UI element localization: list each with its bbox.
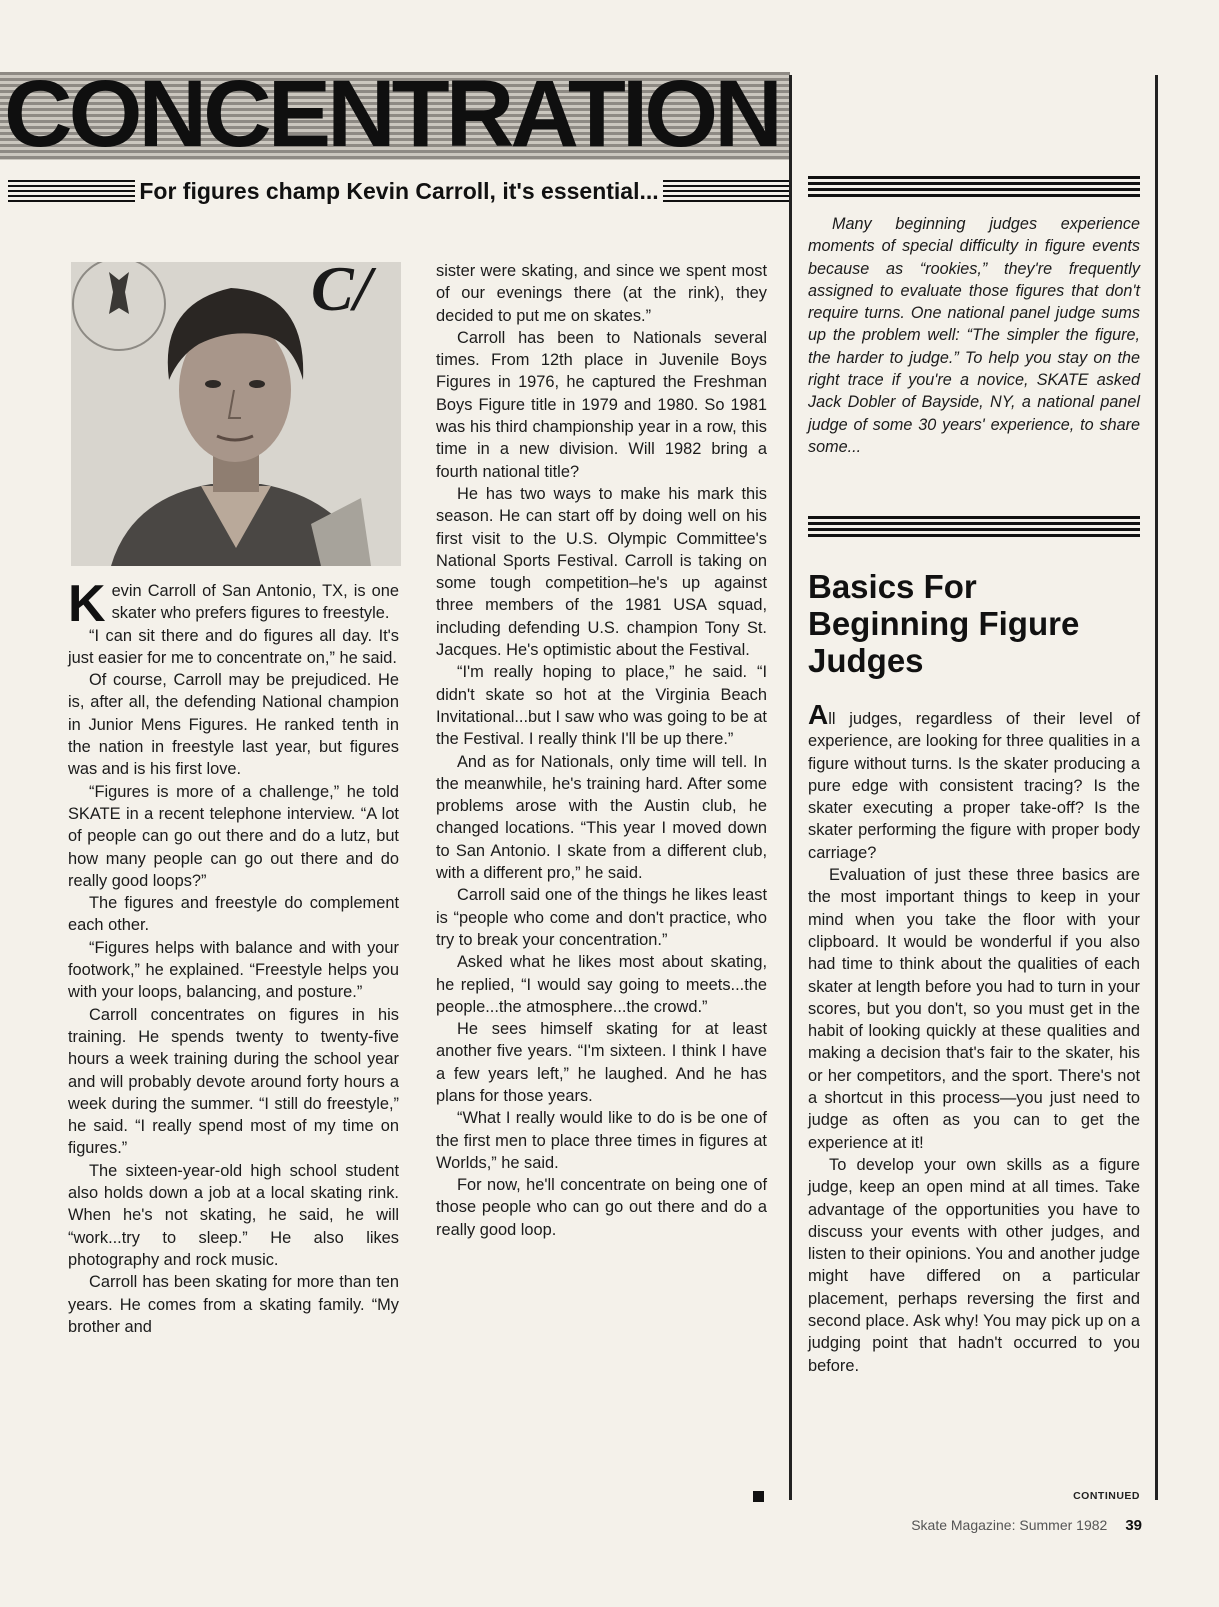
article-text: evin Carroll of San Antonio, TX, is one skater who prefers figures to freestyle. <box>111 582 399 623</box>
kevin-carroll-photo <box>71 262 401 566</box>
article-paragraph: And as for Nationals, only time will tell. In the meanwhile, he's training hard. After some problems arose with the Austin club, he changed locations. “This year I moved down to San Antonio. I skate from a different club, with a different pro,” he said. <box>436 752 767 883</box>
sidebar-rule-top <box>808 176 1140 200</box>
subtitle-rule-right <box>663 180 790 202</box>
article-paragraph: For now, he'll concentrate on being one of those people who can go out there and do a really good loop. <box>436 1176 767 1239</box>
sidebar-intro-text: Many beginning judges experience moments of special difficulty in figure events because as “rookies,” they're frequently assigned to evaluate those figures that don't require turns. One national panel judge sums up the problem well: “The simpler the figure, the harder to judge.” To help you stay on the right trace if you're a novice, SKATE asked Jack Dobler of Bayside, NY, a national panel judge of some 30 years' experience, to share some... <box>808 215 1140 456</box>
drop-cap: K <box>68 575 106 633</box>
article-paragraph: Carroll has been to Nationals several times. From 12th place in Juvenile Boys Figures in 1976, he captured the Freshman Boys Figure title in 1979 and 1980. So 1981 was his third championship year in a row, this time in a new division. Will 1982 bring a fourth national title? <box>436 328 767 481</box>
end-mark <box>753 1491 764 1502</box>
sidebar-intro <box>808 213 1140 458</box>
article-paragraph <box>68 575 399 633</box>
article-paragraph: “I can sit there and do figures all day. It's just easier for me to concentrate on,” he said. <box>68 626 399 667</box>
sidebar-body <box>808 699 1140 1377</box>
article-column-2 <box>436 260 767 1241</box>
article-paragraph: sister were skating, and since we spent most of our evenings there (at the rink), they decided to put me on skates.” <box>436 262 767 325</box>
article-paragraph: He sees himself skating for at least another five years. “I'm sixteen. I think I have a few years left,” he laughed. And he has plans for those years. <box>436 1020 767 1105</box>
column-divider-left <box>789 75 792 1500</box>
subtitle-rule-left <box>8 180 135 202</box>
article-paragraph: Carroll concentrates on figures in his training. He spends twenty to twenty-five hours a week training during the school year and will probably devote around forty hours a week during the summer. “I still do freestyle,” he said. “I really spend most of my time on figures.” <box>68 1005 399 1158</box>
sidebar-paragraph: To develop your own skills as a figure judge, keep an open mind at all times. Take advantage of the opportunities you have to discuss your events with other judges, and listen to their opinions. You and another judge might have differed on a particular placement, perhaps reversing the first and second place. Ask why! You may pick up on a judging point that hadn't occurred to you before. <box>808 1155 1140 1375</box>
article-column-1 <box>68 575 399 1338</box>
article-paragraph: He has two ways to make his mark this season. He can start off by doing well on his first visit to the U.S. Olympic Committee's National Sports Festival. Carroll is taking on some tough competition–he's up against three members of the 1981 USA squad, including defending U.S. champion Tony St. Jacques. He's optimistic about the Festival. <box>436 484 767 660</box>
article-paragraph: Of course, Carroll may be prejudiced. He is, after all, the defending National champion in Junior Mens Figures. He ranked tenth in the nation in freestyle last year, but figures was and is his first love. <box>68 671 399 779</box>
sidebar-paragraph <box>808 699 1140 864</box>
subtitle: For figures champ Kevin Carroll, it's essential... <box>139 177 659 204</box>
article-paragraph: Carroll has been skating for more than ten years. He comes from a skating family. “My brother and <box>68 1273 399 1336</box>
page-footer <box>860 1517 1142 1534</box>
article-paragraph: The sixteen-year-old high school student also holds down a job at a local skating rink. When he's not skating, he said, he will “work...try to sleep.” He also likes photography and rock music. <box>68 1161 399 1269</box>
article-paragraph: “I'm really hoping to place,” he said. “I didn't skate so hot at the Virginia Beach Invitational...but I saw who was going to be at the Festival. I really think I'll be up there.” <box>436 663 767 749</box>
headline: CONCENTRATION <box>4 61 779 167</box>
article-paragraph: Asked what he likes most about skating, he replied, “I would say going to meets...the people...the atmosphere...the crowd.” <box>436 953 767 1016</box>
article-paragraph: “Figures helps with balance and with your footwork,” he explained. “Freestyle helps you with your loops, balancing, and posture.” <box>68 938 399 1002</box>
column-divider-right <box>1155 75 1158 1500</box>
article-paragraph: “What I really would like to do is be one of the first men to place three times in figures at Worlds,” he said. <box>436 1109 767 1172</box>
portrait-illustration <box>71 262 401 566</box>
article-paragraph: Carroll said one of the things he likes least is “people who come and don't practice, who try to break your concentration.” <box>436 886 767 949</box>
page-number: 39 <box>1125 1517 1142 1534</box>
article-paragraph: The figures and freestyle do complement each other. <box>68 894 399 935</box>
sidebar-text: ll judges, regardless of their level of experience, are looking for three qualities in a figure without turns. Is the skater producing a pure edge with consistent tracing? Is the skater executing a proper take-off? Is the skater performing the figure with proper body carriage? <box>808 710 1140 862</box>
sidebar-rule-middle <box>808 516 1140 540</box>
svg-text:C/: C/ <box>311 262 372 324</box>
drop-cap: A <box>808 699 829 730</box>
subtitle-row <box>8 175 790 207</box>
sidebar-paragraph: Evaluation of just these three basics are the most important things to keep in your mind when you take the floor with your clipboard. It would be wonderful if you also had time to think about the qualities of each skater at length before you had to turn in your scores, but you don't, so you must get in the habit of looking quickly at these qualities and making a decision that's fair to the skater, his or her competitors, and the sport. There's not a shortcut in this process—you just need to judge as often as you can to get the experience at it! <box>808 866 1140 1152</box>
publication-name: Skate Magazine: Summer 1982 <box>911 1517 1108 1533</box>
sidebar-heading: Basics For Beginning Figure Judges <box>808 568 1080 679</box>
continued-label: CONTINUED <box>1073 1490 1140 1502</box>
article-paragraph: “Figures is more of a challenge,” he told SKATE in a recent telephone interview. “A lot of people can go out there and do a lutz, but how many people can go out there and do really good loops?” <box>68 782 399 890</box>
